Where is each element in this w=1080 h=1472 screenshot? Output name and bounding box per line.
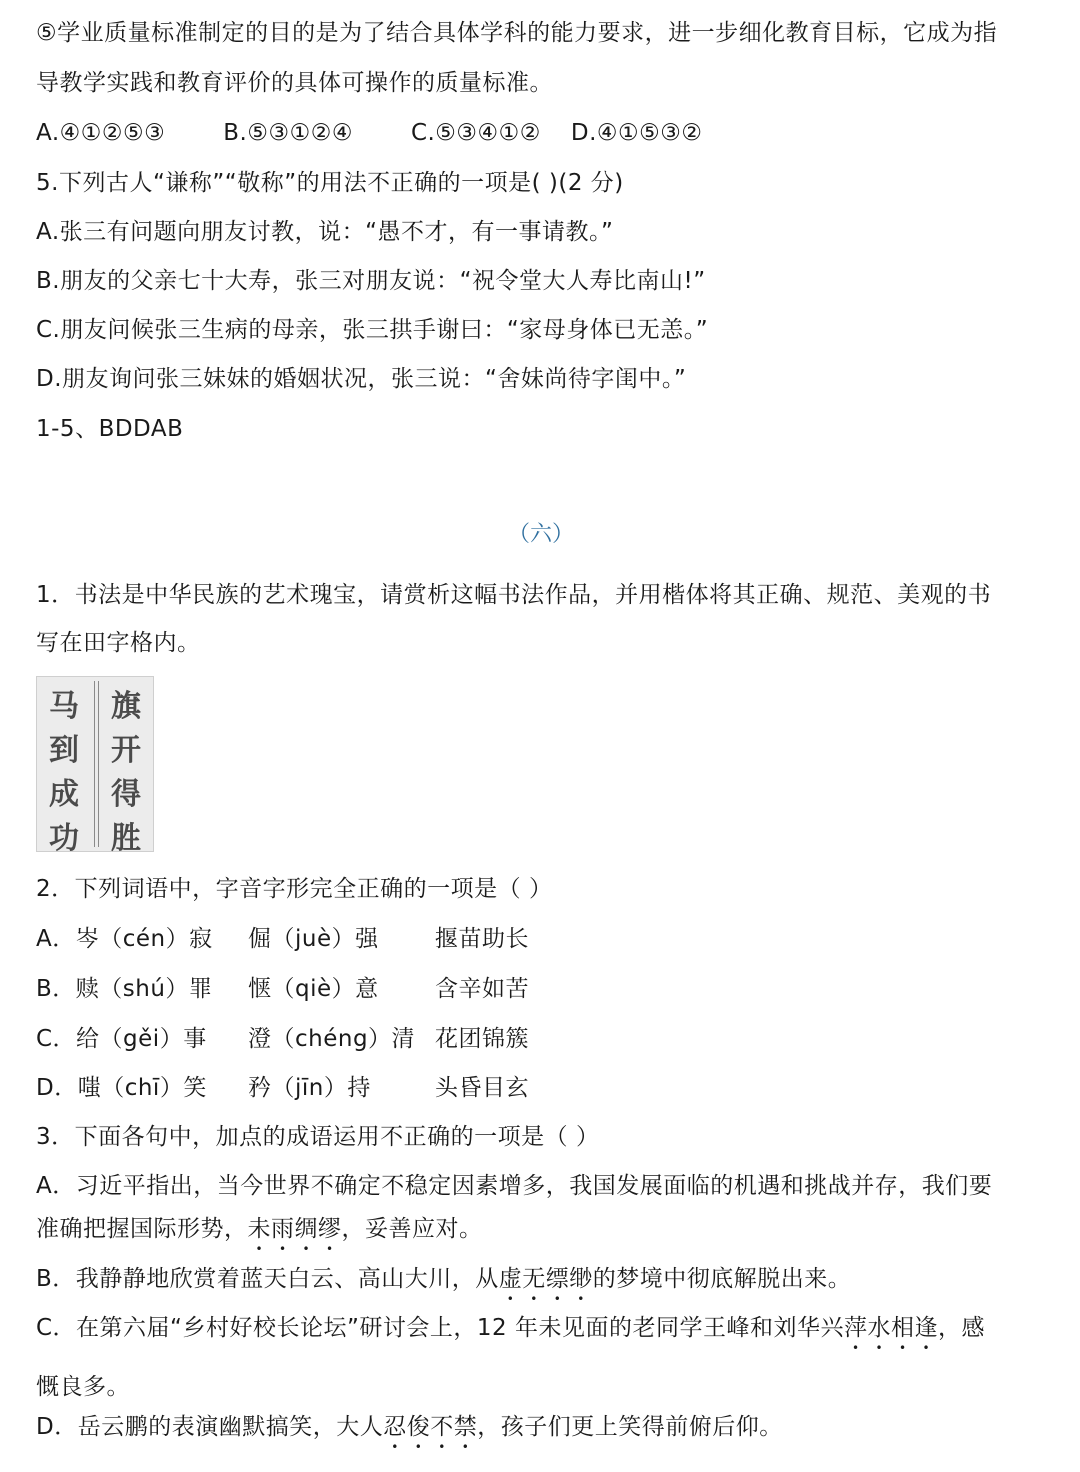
- q4-options: [36, 118, 703, 148]
- text-segment: ，孩子们更上笑得前俯后仰。: [477, 1414, 783, 1440]
- word-1: C．给（gěi）事: [36, 1026, 207, 1052]
- word-2: 惬（qiè）意: [248, 976, 379, 1002]
- item5-line2: 导教学实践和教育评价的具体可操作的质量标准。: [36, 70, 553, 96]
- q5-stem: 5.下列古人“谦称”“敬称”的用法不正确的一项是( )(2 分): [36, 170, 624, 196]
- calligraphy-left-column: [39, 681, 89, 856]
- q5-option-b: B.朋友的父亲七十大寿，张三对朋友说：“祝令堂大人寿比南山!”: [36, 268, 706, 294]
- word-1: D．嗤（chī）笑: [36, 1075, 207, 1101]
- word-3: 头昏目玄: [435, 1075, 529, 1101]
- q5-option-d: D.朋友询问张三妹妹的婚姻状况，张三说：“舍妹尚待字闺中。”: [36, 366, 687, 392]
- s6-q1-line1: 1．书法是中华民族的艺术瑰宝，请赏析这幅书法作品，并用楷体将其正确、规范、美观的书: [36, 582, 992, 608]
- dotted-idiom: 虚无缥缈: [498, 1266, 593, 1292]
- word-3: 含辛如苦: [435, 976, 529, 1002]
- calligraphy-char: 得: [111, 777, 141, 812]
- section-heading: （六）: [507, 522, 574, 547]
- text-segment: C．在第六届“乡村好校长论坛”研讨会上，12 年未见面的老同学王峰和刘华兴: [36, 1315, 844, 1341]
- q5-option-a: A.张三有问题向朋友讨教，说：“愚不才，有一事请教。”: [36, 219, 614, 245]
- s6-q1-line2: 写在田字格内。: [36, 630, 201, 656]
- s6-q3-c-line1: [36, 1313, 985, 1355]
- q4-option-c: C.⑤③④①②: [410, 120, 541, 146]
- dotted-idiom: 萍水相逢: [843, 1315, 938, 1341]
- calligraphy-char: 功: [49, 821, 79, 856]
- q4-option-b: B.⑤③①②④: [223, 120, 353, 146]
- word-2: 矜（jīn）持: [248, 1075, 371, 1101]
- word-3: 揠苗助长: [435, 926, 529, 952]
- text-segment: ，妥善应对。: [341, 1216, 483, 1242]
- word-1: A．岑（cén）寂: [36, 926, 213, 952]
- text-segment: D．岳云鹏的表演幽默搞笑，大人: [36, 1414, 384, 1440]
- s6-q3-c-line2: 慨良多。: [36, 1374, 130, 1400]
- s6-q3-a-line2: [36, 1214, 483, 1256]
- word-1: B．赎（shú）罪: [36, 976, 213, 1002]
- text-segment: 准确把握国际形势，: [36, 1216, 248, 1242]
- s6-q3-a-line1: A．习近平指出，当今世界不确定不稳定因素增多，我国发展面临的机遇和挑战并存，我们要: [36, 1173, 993, 1199]
- item5-line1: ⑤学业质量标准制定的目的是为了结合具体学科的能力要求，进一步细化教育目标，它成为指: [36, 20, 998, 46]
- text-segment: B．我静静地欣赏着蓝天白云、高山大川，从: [36, 1266, 499, 1292]
- calligraphy-char: 马: [49, 689, 79, 724]
- s6-q2-option-d: [36, 1073, 529, 1103]
- s6-q3-stem: 3．下面各句中，加点的成语运用不正确的一项是（ ）: [36, 1124, 600, 1150]
- calligraphy-char: 开: [111, 733, 141, 768]
- q5-option-c: C.朋友问候张三生病的母亲，张三拱手谢曰：“家母身体已无恙。”: [36, 317, 709, 343]
- word-2: 倔（juè）强: [248, 926, 379, 952]
- dotted-idiom: 未雨绸缪: [247, 1216, 342, 1242]
- s6-q2-option-a: [36, 924, 529, 954]
- calligraphy-char: 成: [49, 777, 79, 812]
- word-2: 澄（chéng）清: [248, 1026, 416, 1052]
- q4-option-a: A.④①②⑤③: [36, 120, 166, 146]
- s6-q2-option-c: [36, 1024, 529, 1054]
- s6-q3-b: [36, 1264, 851, 1306]
- calligraphy-right-column: [101, 681, 151, 856]
- calligraphy-char: 旗: [111, 689, 141, 724]
- s6-q3-d: [36, 1412, 783, 1454]
- answer-key: 1-5、BDDAB: [36, 416, 184, 442]
- s6-q2-stem: 2．下列词语中，字音字形完全正确的一项是（ ）: [36, 876, 553, 902]
- calligraphy-artwork: [36, 676, 154, 856]
- calligraphy-char: 到: [49, 733, 79, 768]
- dotted-idiom: 忍俊不禁: [383, 1414, 478, 1440]
- s6-q2-option-b: [36, 974, 529, 1004]
- calligraphy-char: 胜: [111, 821, 141, 856]
- calligraphy-divider: [94, 681, 99, 847]
- q4-option-d: D.④①⑤③②: [570, 120, 703, 146]
- text-segment: 的梦境中彻底解脱出来。: [592, 1266, 852, 1292]
- text-segment: ，感: [937, 1315, 985, 1341]
- word-3: 花团锦簇: [435, 1026, 529, 1052]
